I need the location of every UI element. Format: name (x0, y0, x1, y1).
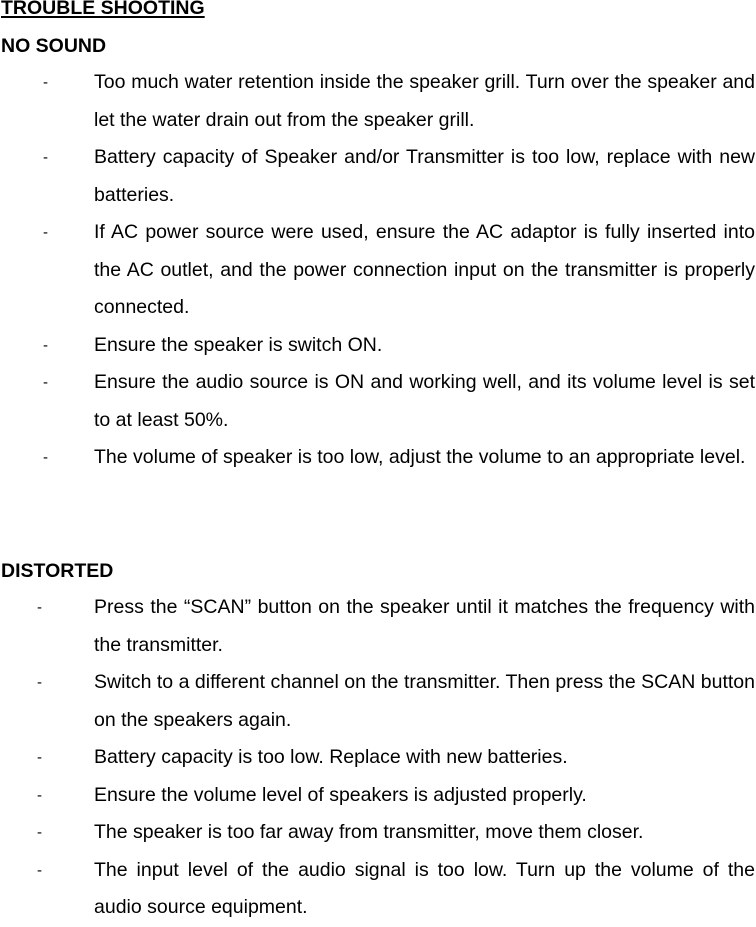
bullet-dash: - (43, 74, 48, 91)
bullet-dash: - (37, 786, 42, 804)
list-item (0, 364, 756, 439)
no-sound-list (0, 64, 756, 477)
list-item (0, 327, 756, 365)
list-item-text: The input level of the audio signal is too low. Turn up the volume of the audio source equipment. (94, 858, 755, 918)
bullet-dash: - (37, 824, 42, 841)
list-item-text: Switch to a different channel on the transmitter. Then press the SCAN button on the speakers again. (94, 671, 755, 731)
section-heading-distorted: DISTORTED (1, 560, 114, 582)
list-item (0, 852, 756, 927)
page-title: TROUBLE SHOOTING (1, 0, 205, 19)
bullet-dash: - (43, 149, 48, 166)
bullet-dash: - (43, 374, 48, 391)
bullet-dash: - (37, 674, 42, 691)
list-item (0, 814, 756, 852)
bullet-dash: - (37, 749, 42, 766)
bullet-dash: - (37, 599, 42, 616)
bullet-dash: - (43, 224, 48, 241)
list-item (0, 739, 756, 777)
list-item-text: If AC power source were used, ensure the AC adaptor is fully inserted into the AC outlet, and the power connection input on the transmitter is properly connected. (94, 221, 755, 318)
list-item-text: Battery capacity is too low. Replace with new batteries. (94, 746, 568, 768)
list-item (0, 64, 756, 139)
list-item (0, 777, 756, 815)
list-item-text: Ensure the audio source is ON and working well, and its volume level is set to at least 50%. (94, 371, 755, 431)
bullet-dash: - (37, 861, 42, 879)
list-item-text: Press the “SCAN” button on the speaker until it matches the frequency with the transmitter. (94, 596, 755, 656)
list-item-text: Ensure the volume level of speakers is adjusted properly. (94, 783, 587, 806)
list-item-text: The speaker is too far away from transmitter, move them closer. (94, 821, 644, 843)
bullet-dash: - (43, 449, 48, 466)
section-heading-no-sound: NO SOUND (1, 35, 107, 57)
list-item-text: The volume of speaker is too low, adjust the volume to an appropriate level. (94, 446, 746, 468)
bullet-dash: - (43, 336, 48, 354)
list-item (0, 589, 756, 664)
distorted-list (0, 589, 756, 927)
list-item (0, 664, 756, 739)
list-item (0, 214, 756, 327)
list-item (0, 139, 756, 214)
list-item-text: Too much water retention inside the speaker grill. Turn over the speaker and let the water drain out from the speaker grill. (94, 71, 755, 131)
list-item-text: Battery capacity of Speaker and/or Transmitter is too low, replace with new batteries. (94, 146, 755, 206)
list-item-text: Ensure the speaker is switch ON. (94, 333, 383, 356)
list-item (0, 439, 756, 477)
